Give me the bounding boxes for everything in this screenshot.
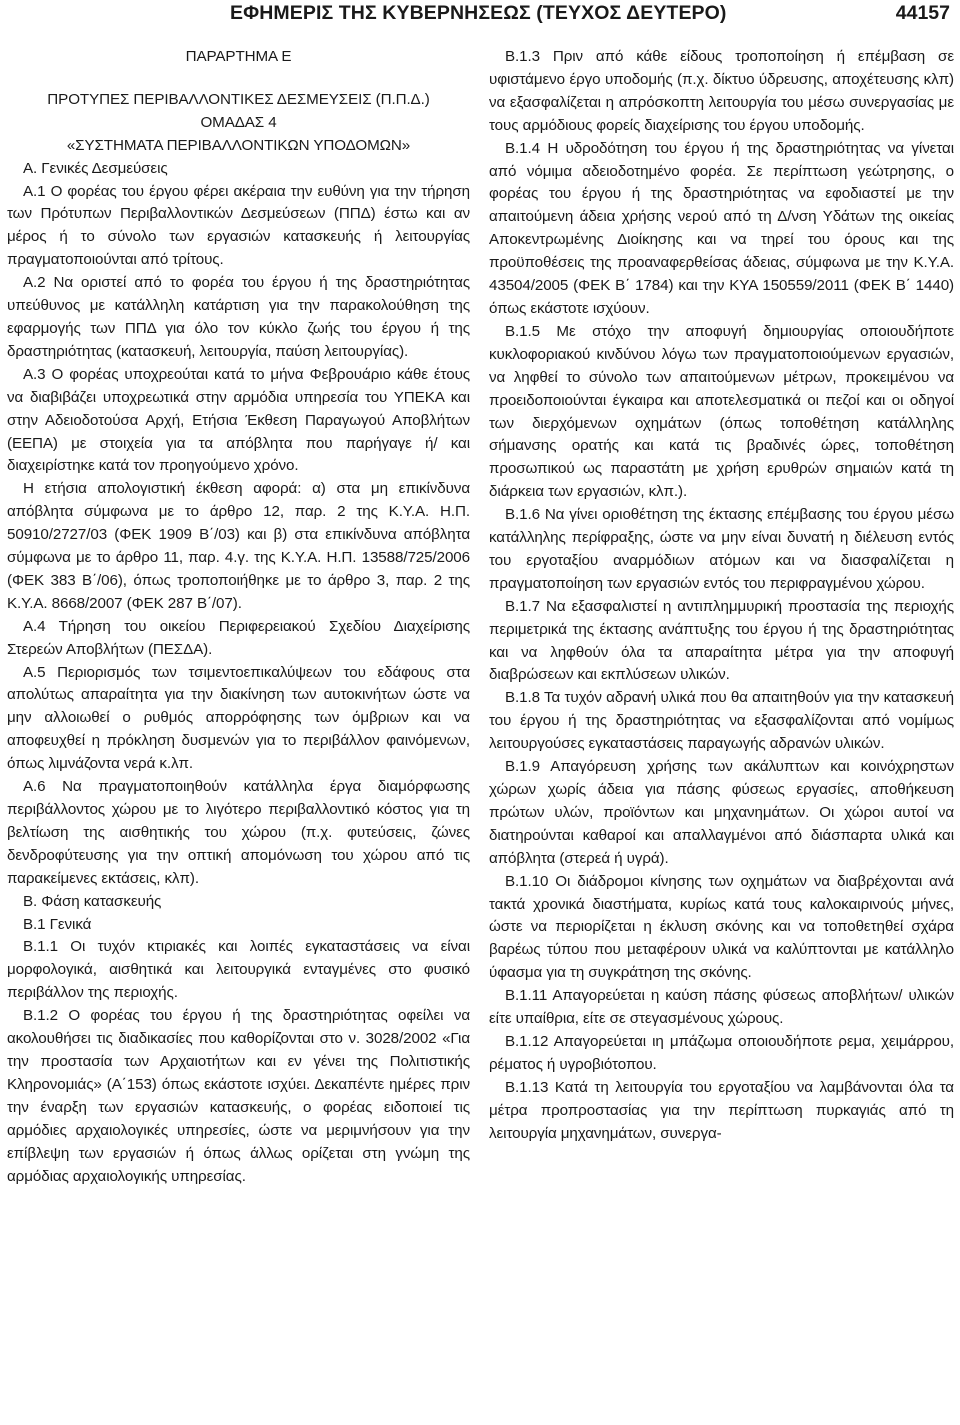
- section-a-heading: Α. Γενικές Δεσμεύσεις: [23, 159, 168, 177]
- paragraph-b111: Β.1.11 Απαγορεύεται η καύση πάσης φύσεως αποβλήτων/ υλικών είτε υπαίθρια, είτε σε στεγασμένους χώρους.: [489, 987, 954, 1028]
- paragraph-a4: Α.4 Τήρηση του οικείου Περιφερειακού Σχεδίου Διαχείρισης Στερεών Αποβλήτων (ΠΕΣΔΑ).: [7, 617, 470, 658]
- paragraph-b110: Β.1.10 Οι διάδρομοι κίνησης των οχημάτων να διαβρέχονται ανά τακτά χρονικά διαστήματα, κυρίως κατά τους καλοκαιρινούς μήνες, ώστε να περιορίζεται η έκλυση σκόνης και να τοποθετηθεί σχάρα βαρέως τύπου που μεταφέρουν υλικά να καλύπτονται με κατάλληλο ύφασμα για τη συγκράτηση της σκόνης.: [489, 872, 954, 982]
- section-b-heading: Β. Φάση κατασκευής: [23, 892, 162, 910]
- paragraph-a5: Α.5 Περιορισμός των τσιμεντοεπικαλύψεων του εδάφους στα απολύτως απαραίτητα για την διακίνηση των αυτοκινήτων ώστε να μην αλλοιωθεί ο ρυθμός απορρόφησης των όμβριων και να αποφευχθεί η πρόκληση δυσμενών για το περιβάλλον φαινόμενων, όπως λιμνάζοντα νερά κ.λπ.: [7, 663, 470, 773]
- left-column: [7, 46, 470, 1188]
- paragraph-a2: Α.2 Να οριστεί από το φορέα του έργου ή της δραστηριότητας υπεύθυνος με κατάλληλη κατάρτιση για την παρακολούθηση της εφαρμογής των ΠΠΔ για όλο τον κύκλο ζωής του έργου ή της δραστηριότητας (κατασκευή, λειτουργία, παύση λειτουργίας).: [7, 274, 470, 360]
- systems-heading: «ΣΥΣΤΗΜΑΤΑ ΠΕΡΙΒΑΛΛΟΝΤΙΚΩΝ ΥΠΟΔΟΜΩΝ»: [66, 136, 411, 154]
- group-heading: ΟΜΑΔΑΣ 4: [200, 113, 277, 131]
- paragraph-b11: Β.1.1 Οι τυχόν κτιριακές και λοιπές εγκαταστάσεις να είναι μορφολογικά, αισθητικά και λειτουργικά ενταγμένες στο φυσικό περιβάλλον της περιοχής.: [7, 938, 470, 1002]
- paragraph-a3b: Η ετήσια απολογιστική έκθεση αφορά: α) στα μη επικίνδυνα απόβλητα σύμφωνα με το άρθρο 12, παρ. 2 της Κ.Υ.Α. Η.Π. 50910/2727/03 (ΦΕΚ 1909 Β΄/03) και β) στα επικίνδυνα απόβλητα σύμφωνα με το άρθρο 11, παρ. 4.γ. της Κ.Υ.Α. Η.Π. 13588/725/2006 (ΦΕΚ 383 Β΄/06), όπως τροποποιήθηκε με το άρθρο 3, παρ. 2 της Κ.Υ.Α. 8668/2007 (ΦΕΚ 287 Β΄/07).: [7, 480, 470, 612]
- paragraph-b12: Β.1.2 Ο φορέας του έργου ή της δραστηριότητας οφείλει να ακολουθήσει τις διαδικασίες που καθορίζονται στο ν. 3028/2002 «Για την προστασία των Αρχαιοτήτων και εν γένει της Πολιτιστικής Κληρονομιάς» (Α΄153) όπως εκάστοτε ισχύει. Δεκαπέντε ημέρες πριν την έναρξη των εργασιών κατασκευής, ο φορέας ειδοποιεί τις αρμόδιες αρχαιολογικές υπηρεσίες, ώστε να μεριμνήσουν για την επίβλεψη των εργασιών ή όπως άλλως ορίζεται στη γνώμη της αρμόδιας αρχαιολογικής υπηρεσίας.: [7, 1007, 470, 1185]
- paragraph-a6: Α.6 Να πραγματοποιηθούν κατάλληλα έργα διαμόρφωσης περιβάλλοντος χώρου με το λιγότερο περιβαλλοντικό κόστος για τη βελτίωση της αισθητικής του χώρου (π.χ. φυτεύσεις, ζώνες δενδροφύτευσης για την οπτική απομόνωση του χώρου από τις παρακείμενες εκτάσεις, κλπ).: [7, 778, 470, 887]
- paragraph-b19: Β.1.9 Απαγόρευση χρήσης των ακάλυπτων και κοινόχρηστων χώρων χωρίς άδεια για πάσης φύσεως εργασίες, αποθήκευση πρώτων υλών, προϊόντων και μηχανημάτων. Οι χώροι αυτοί να διατηρούνται καθαροί και απαλλαγμένοι από διάσπαρτα υλικά και απόβλητα (στερεά ή υγρά).: [489, 758, 954, 867]
- paragraph-b15: Β.1.5 Με στόχο την αποφυγή δημιουργίας οποιουδήποτε κυκλοφοριακού κινδύνου λόγω των πραγματοποιούμενων εργασιών, να ληφθεί το σύνολο των απαιτούμενων μέτρων, προκειμένου να προειδοποιούνται έγκαιρα και αποτελεσματικά οι πεζοί και οι οδηγοί των διερχόμενων οχημάτων (όπως τοποθέτηση κατάλληλης σήμανσης ορατής και κατά τις βραδινές ώρες, τοποθέτηση προσωπικού ως παραστάτη με χρήση ερυθρών σημαιών κατά τη διάρκεια των εργασιών, κλπ.).: [489, 322, 954, 501]
- paragraph-b13: Β.1.3 Πριν από κάθε είδους τροποποίηση ή επέμβαση σε υφιστάμενο έργο υποδομής (π.χ. δίκτυο ύδρευσης, αποχέτευσης κλπ) να εξασφαλίζεται η απρόσκοπτη λειτουργία του μέσω συνεργασίας με τους αρμόδιους φορείς διαχείρισης του έργου υποδομής.: [489, 48, 954, 134]
- paragraph-b18: Β.1.8 Τα τυχόν αδρανή υλικά που θα απαιτηθούν για την κατασκευή του έργου ή της δραστηριότητας να εξασφαλίζονται από νομίμως λειτουργούσες εγκαταστάσεις παραγωγής αδρανών υλικών.: [489, 689, 954, 753]
- paragraph-b14: Β.1.4 Η υδροδότηση του έργου ή της δραστηριότητας να γίνεται από νόμιμα αδειοδοτημένο φορέα. Σε περίπτωση γεώτρησης, ο φορέας του έργου ή της δραστηριότητας να εφοδιαστεί με την απαιτούμενη άδεια χρήσης νερού από τη Δ/νση Υδάτων της οικείας Αποκεντρωμένης Διοίκησης και να τηρεί του όρους και της προϋποθέσεις της προαναφερθείσας άδειας, σύμφωνα με την Κ.Υ.Α. 43504/2005 (ΦΕΚ Β΄ 1784) και την ΚΥΑ 150559/2011 (ΦΕΚ Β΄ 1440) όπως εκάστοτε ισχύουν.: [489, 139, 954, 317]
- paragraph-a1: Α.1 Ο φορέας του έργου φέρει ακέραια την ευθύνη για την τήρηση των Πρότυπων Περιβαλλοντικών Δεσμεύσεων (ΠΠΔ) έστω και αν μέρος ή το σύνολο των εργασιών κατασκευής ή λειτουργίας πραγματοποιούνται από τρίτους.: [7, 182, 470, 269]
- paragraph-b16: Β.1.6 Να γίνει οριοθέτηση της έκτασης επέμβασης του έργου μέσω κατάλληλης περίφραξης, ώστε να μην είναι δυνατή η διέλευση εντός του εργοταξίου αναρμόδιων ατόμων και να διασφαλίζεται η πραγματοποίηση των εργασιών εντός του περιφραγμένου χώρου.: [489, 506, 954, 592]
- right-column: [489, 46, 954, 1146]
- page-number: 44157: [895, 2, 950, 24]
- page-header: [0, 0, 960, 32]
- paragraph-b112: Β.1.12 Απαγορεύεται ιη μπάζωμα οποιουδήποτε ρεμα, χειμάρρου, ρέματος ή υγροβιότοπου.: [489, 1032, 954, 1073]
- section-b1-heading: Β.1 Γενικά: [23, 915, 92, 933]
- paragraph-b113: Β.1.13 Κατά τη λειτουργία του εργοταξίου να λαμβάνονται όλα τα μέτρα προπροστασίας για την περίπτωση πυρκαγιάς από τη λειτουργία μηχανημάτων, συνεργα-: [489, 1078, 954, 1142]
- standards-heading: ΠΡΟΤΥΠΕΣ ΠΕΡΙΒΑΛΛΟΝΤΙΚΕΣ ΔΕΣΜΕΥΣΕΙΣ (Π.Π.Δ.): [47, 90, 430, 108]
- paragraph-b17: Β.1.7 Να εξασφαλιστεί η αντιπλημμυρική προστασία της περιοχής περιμετρικά της έκτασης ανάπτυξης του έργου ή της δραστηριότητας και να ληφθούν όλα τα απαραίτητα μέτρα για την αποφυγή διαβρώσεων και εκπλύσεων υλικών.: [489, 597, 954, 684]
- annex-heading: ΠΑΡΑΡΤΗΜΑ Ε: [185, 48, 292, 65]
- paragraph-a3: Α.3 Ο φορέας υποχρεούται κατά το μήνα Φεβρουάριο κάθε έτους να διαβιβάζει υποχρεωτικά στην αρμόδια υπηρεσία του ΥΠΕΚΑ και στην Αδειοδοτούσα Αρχή, Ετήσια Έκθεση Παραγωγού Αποβλήτων (ΕΕΠΑ) με στοιχεία για τα απόβλητα που παρήγαγε ή/ και διαχειρίστηκε κατά τον προηγούμενο χρόνο.: [7, 365, 470, 475]
- gazette-title: ΕΦΗΜΕΡΙΣ ΤΗΣ ΚΥΒΕΡΝΗΣΕΩΣ (ΤΕΥΧΟΣ ΔΕΥΤΕΡΟ): [230, 2, 727, 24]
